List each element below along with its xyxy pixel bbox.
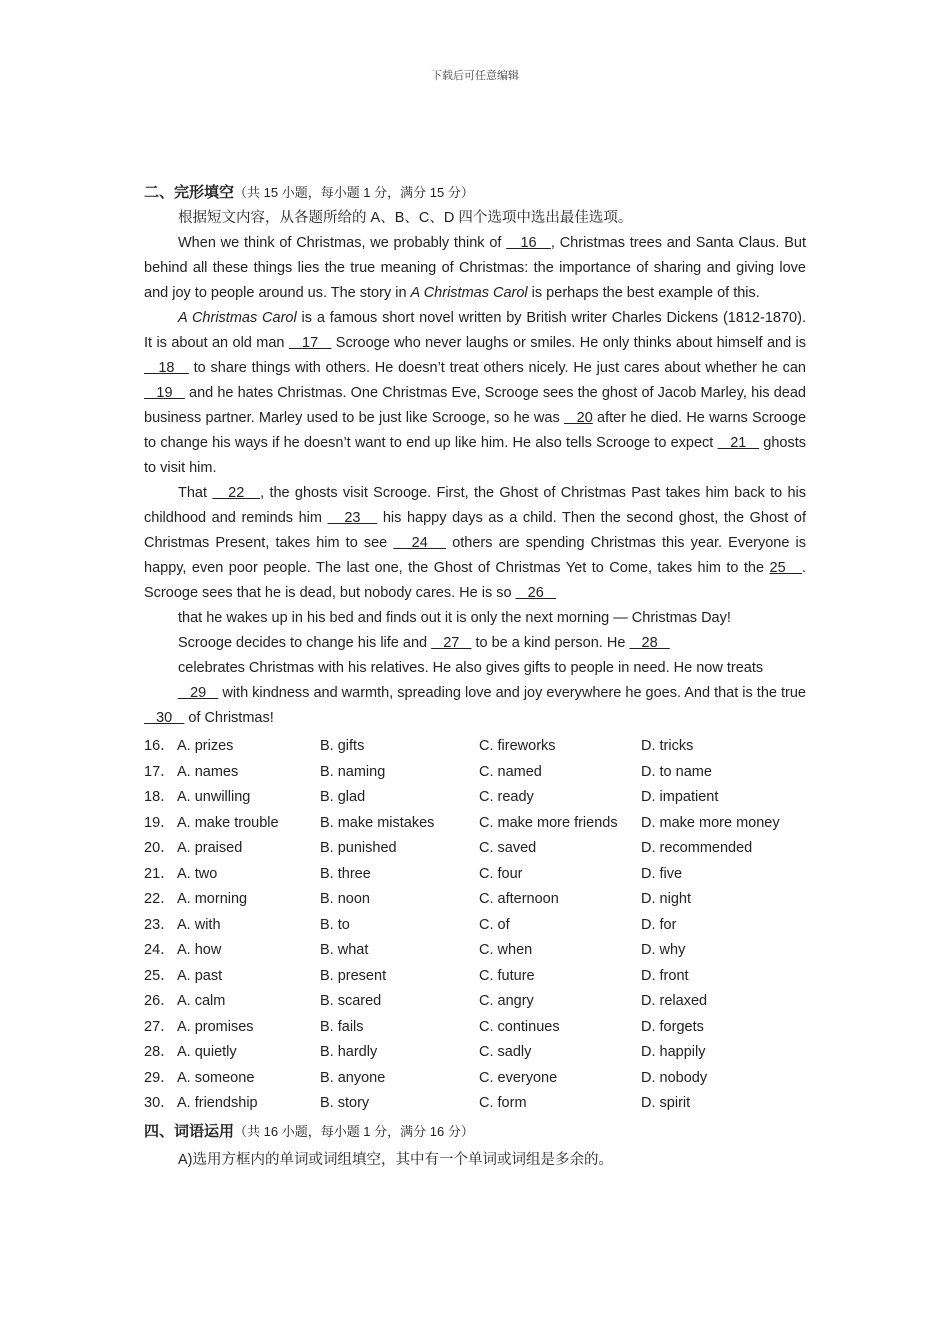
option-c: C. ready	[479, 789, 534, 805]
option-row	[144, 836, 806, 862]
section-2-note: （共 15 小题，每小题 1 分，满分 15 分）	[234, 185, 474, 200]
text: , the ghosts visit Scrooge. First, the Ghost of Christmas Past takes him back to his childhood and reminds him	[144, 485, 806, 526]
option-d: D. tricks	[641, 738, 694, 754]
passage-paragraph-1	[144, 231, 806, 306]
option-a: A. morning	[177, 891, 248, 907]
blank-25: 25	[769, 560, 802, 576]
option-row	[144, 760, 806, 786]
blank-21: 21	[717, 435, 760, 451]
question-number: 23．	[144, 916, 175, 933]
section-2-instruction: 根据短文内容，从各题所给的 A、B、C、D 四个选项中选出最佳选项。	[178, 210, 633, 226]
option-b: B. gifts	[320, 738, 365, 754]
option-row	[144, 1066, 806, 1092]
option-a: A. how	[177, 942, 222, 958]
question-number: 17．	[144, 763, 175, 780]
section-2-title: 二、完形填空	[144, 184, 235, 201]
text: . Scrooge sees that he is dead, but nobody cares. He is so	[144, 560, 807, 601]
option-c: C. future	[479, 967, 535, 984]
question-number: 18．	[144, 789, 175, 805]
blank-24: 24	[393, 535, 447, 551]
option-d: D. nobody	[641, 1069, 708, 1086]
option-d: D. night	[641, 891, 691, 907]
option-b: B. glad	[320, 789, 366, 805]
question-number: 30．	[144, 1095, 175, 1111]
blank-20: 20	[563, 410, 593, 426]
option-c: C. make more friends	[479, 814, 618, 831]
option-d: D. impatient	[641, 789, 719, 805]
text: That	[178, 485, 213, 501]
question-number: 22．	[144, 891, 175, 907]
option-a: A. make trouble	[177, 814, 279, 831]
question-number: 29．	[144, 1069, 175, 1086]
option-b: B. story	[320, 1095, 370, 1111]
option-c: C. everyone	[479, 1069, 558, 1086]
text: others are spending Christmas this year. Everyone is happy, even poor people. The last one, the Ghost of Christmas Yet to Come, takes him to the	[144, 535, 806, 576]
blank-30: 30	[144, 710, 185, 726]
question-number: 26．	[144, 993, 175, 1009]
option-row	[144, 862, 806, 888]
blank-26: 26	[515, 585, 556, 601]
option-b: B. present	[320, 967, 387, 984]
option-d: D. recommended	[641, 840, 753, 856]
blank-22: 22	[212, 485, 261, 501]
text: his happy days as a child. Then the second ghost, the Ghost of Christmas Present, takes him to see	[144, 510, 806, 551]
section-4-title: 四、词语运用	[144, 1122, 235, 1140]
blank-27: 27	[431, 635, 472, 651]
question-number: 16．	[144, 738, 175, 754]
option-d: D. spirit	[641, 1095, 691, 1111]
text: Scrooge who never laughs or smiles. He only thinks about himself and is	[331, 335, 806, 351]
text: with kindness and warmth, spreading love and joy everywhere he goes. And that is the true	[218, 685, 806, 701]
blank-19: 19	[144, 385, 185, 401]
option-b: B. punished	[320, 840, 397, 856]
question-number: 28．	[144, 1044, 175, 1060]
blank-29: 29	[178, 685, 219, 701]
text: after he died. He warns Scrooge to change his ways if he doesn’t want to end up like him. He also tells Scrooge to expect	[144, 410, 807, 451]
option-c: C. fireworks	[479, 738, 556, 754]
option-row	[144, 1040, 806, 1066]
option-a: A. praised	[177, 840, 243, 856]
passage-paragraph-7	[144, 681, 806, 731]
option-d: D. happily	[641, 1044, 706, 1060]
option-c: C. four	[479, 865, 523, 882]
option-a: A. prizes	[177, 738, 234, 754]
option-a: A. two	[177, 865, 218, 882]
page-header: 下载后可任意编辑	[431, 70, 519, 82]
option-row	[144, 964, 806, 990]
option-row	[144, 938, 806, 964]
question-number: 27．	[144, 1018, 175, 1035]
options-table	[144, 734, 806, 1117]
section-4-instruction: A)选用方框内的单词或词组填空，其中有一个单词或词组是多余的。	[178, 1151, 613, 1168]
option-d: D. five	[641, 865, 683, 882]
section-4-note: （共 16 小题，每小题 1 分，满分 16 分）	[234, 1123, 474, 1139]
option-d: D. to name	[641, 763, 712, 780]
option-b: B. scared	[320, 993, 382, 1009]
option-a: A. quietly	[177, 1044, 237, 1060]
passage-paragraph-6: celebrates Christmas with his relatives. He also gives gifts to people in need. He now treats	[178, 660, 764, 676]
option-a: A. promises	[177, 1018, 254, 1035]
option-d: D. make more money	[641, 814, 780, 831]
option-c: C. of	[479, 916, 510, 933]
passage-paragraph-5	[144, 631, 806, 656]
text: Scrooge decides to change his life and	[178, 635, 432, 651]
text: ghosts to visit him.	[144, 435, 806, 476]
blank-18: 18	[144, 360, 189, 376]
section-2-heading	[144, 180, 806, 206]
question-number: 19．	[144, 814, 175, 831]
option-c: C. sadly	[479, 1044, 532, 1060]
book-title: A Christmas Carol	[178, 310, 297, 326]
option-d: D. for	[641, 916, 677, 933]
text: to share things with others. He doesn’t treat others nicely. He just cares about whether he can	[188, 360, 806, 376]
question-number: 24．	[144, 942, 175, 958]
option-c: C. angry	[479, 993, 534, 1009]
option-b: B. make mistakes	[320, 814, 435, 831]
option-c: C. when	[479, 942, 533, 958]
option-a: A. past	[177, 967, 223, 984]
text: When we think of Christmas, we probably think of	[178, 235, 507, 251]
passage-paragraph-3	[144, 481, 806, 606]
text: , Christmas trees and Santa Claus. But behind all these things lies the true meaning of Christmas: the importance of sharing and giving love and joy to people around us. The story in	[144, 235, 806, 301]
option-a: A. friendship	[177, 1095, 258, 1111]
option-b: B. to	[320, 916, 350, 933]
blank-28: 28	[629, 635, 670, 651]
text: and he hates Christmas. One Christmas Eve, Scrooge sees the ghost of Jacob Marley, his dead business partner. Marley used to be just like Scrooge, so he was	[144, 385, 806, 426]
option-b: B. hardly	[320, 1044, 378, 1060]
option-d: D. why	[641, 942, 686, 958]
option-d: D. relaxed	[641, 993, 708, 1009]
question-number: 20．	[144, 840, 175, 856]
question-number: 21．	[144, 865, 175, 882]
question-number: 25．	[144, 967, 175, 984]
option-b: B. three	[320, 865, 371, 882]
option-c: C. form	[479, 1095, 527, 1111]
option-a: A. calm	[177, 993, 226, 1009]
option-row	[144, 989, 806, 1015]
option-d: D. front	[641, 967, 689, 984]
passage-paragraph-4: that he wakes up in his bed and finds out it is only the next morning — Christmas Day!	[178, 610, 731, 626]
option-c: C. saved	[479, 840, 537, 856]
option-a: A. someone	[177, 1069, 255, 1086]
text: of Christmas!	[184, 710, 274, 726]
option-b: B. naming	[320, 763, 386, 780]
blank-17: 17	[288, 335, 332, 351]
section-4-heading	[144, 1119, 806, 1145]
option-c: C. continues	[479, 1018, 560, 1035]
text: is a famous short novel written by British writer Charles Dickens (1812-1870). It is about an old man	[144, 310, 806, 351]
option-c: C. afternoon	[479, 891, 559, 907]
option-a: A. unwilling	[177, 789, 251, 805]
option-row	[144, 913, 806, 939]
text: to be a kind person. He	[471, 635, 630, 651]
option-b: B. noon	[320, 891, 370, 907]
option-row	[144, 1091, 806, 1117]
option-d: D. forgets	[641, 1018, 704, 1035]
document-body	[144, 180, 806, 1173]
option-row	[144, 1015, 806, 1041]
option-a: A. with	[177, 916, 221, 933]
passage-paragraph-2	[144, 306, 806, 481]
blank-16: 16	[506, 235, 551, 251]
option-a: A. names	[177, 763, 239, 780]
option-row	[144, 887, 806, 913]
option-row	[144, 811, 806, 837]
text: is perhaps the best example of this.	[527, 285, 760, 301]
book-title: A Christmas Carol	[410, 285, 528, 301]
option-c: C. named	[479, 763, 542, 780]
option-row	[144, 734, 806, 760]
option-b: B. anyone	[320, 1069, 386, 1086]
option-row	[144, 785, 806, 811]
option-b: B. fails	[320, 1018, 364, 1035]
option-b: B. what	[320, 942, 369, 958]
blank-23: 23	[327, 510, 378, 526]
